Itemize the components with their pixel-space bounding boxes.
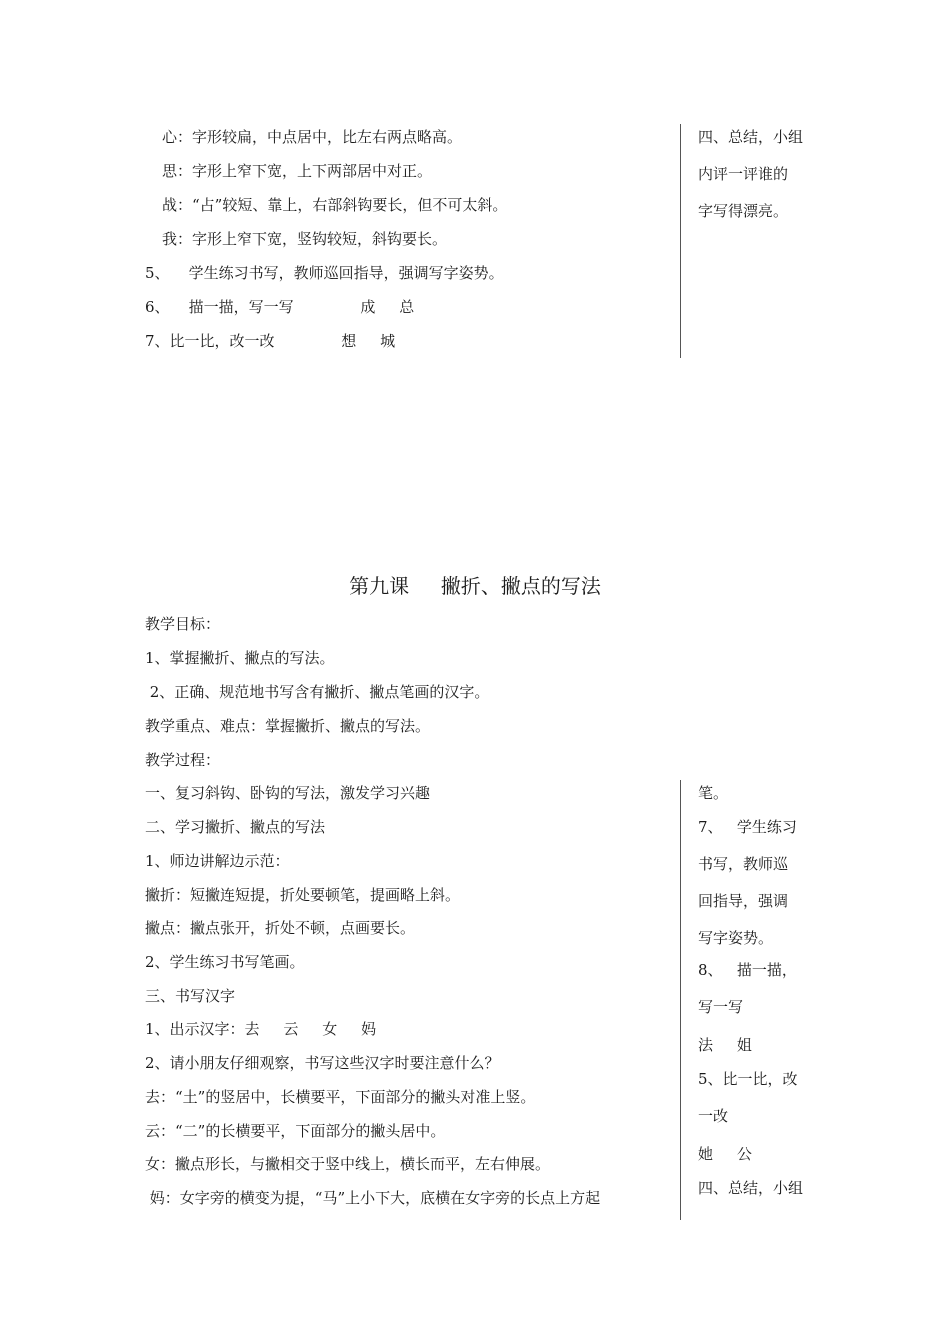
text-line: 妈：女字旁的横变为提，“马”上小下大，底横在女字旁的长点上方起: [145, 1189, 601, 1207]
side-text-line: 法 姐: [698, 1036, 752, 1054]
text-line: 云：“二”的长横要平，下面部分的撇头居中。: [145, 1122, 446, 1140]
side-text-line: 5、比一比，改: [698, 1070, 798, 1088]
column-divider: [680, 124, 681, 358]
side-text-line: 书写，教师巡: [698, 855, 789, 873]
text-line: 5、 学生练习书写，教师巡回指导，强调写字姿势。: [145, 264, 504, 282]
text-line: 2、请小朋友仔细观察，书写这些汉字时要注意什么？: [145, 1054, 500, 1072]
text-line: 心：字形较扁，中点居中，比左右两点略高。: [162, 128, 463, 146]
text-line: 战：“占”较短、靠上，右部斜钩要长，但不可太斜。: [162, 196, 508, 214]
side-text-line: 7、 学生练习: [698, 818, 797, 836]
side-text-line: 字写得漂亮。: [698, 202, 789, 220]
text-line: 7、比一比，改一改 想 城: [145, 332, 396, 350]
text-line: 教学重点、难点：掌握撇折、撇点的写法。: [145, 717, 431, 735]
text-line: 2、正确、规范地书写含有撇折、撇点笔画的汉字。: [145, 683, 490, 701]
text-line: 教学过程：: [145, 751, 221, 769]
side-text-line: 写字姿势。: [698, 929, 774, 947]
text-line: 一、复习斜钩、卧钩的写法，激发学习兴趣: [145, 784, 431, 802]
text-line: 思：字形上窄下宽，上下两部居中对正。: [162, 162, 433, 180]
side-text-line: 回指导，强调: [698, 892, 789, 910]
side-text-line: 她 公: [698, 1145, 752, 1163]
text-line: 2、学生练习书写笔画。: [145, 953, 305, 971]
text-line: 撇点：撇点张开，折处不顿，点画要长。: [145, 919, 416, 937]
side-text-line: 四、总结，小组: [698, 128, 804, 146]
text-line: 女：撇点形长，与撇相交于竖中线上，横长而平，左右伸展。: [145, 1155, 551, 1173]
side-text-line: 写一写: [698, 998, 744, 1016]
text-line: 1、出示汉字：去 云 女 妈: [145, 1020, 377, 1038]
side-text-line: 一改: [698, 1107, 729, 1125]
text-line: 1、掌握撇折、撇点的写法。: [145, 649, 335, 667]
text-line: 撇折：短撇连短提，折处要顿笔，提画略上斜。: [145, 886, 461, 904]
side-text-line: 内评一评谁的: [698, 165, 789, 183]
text-line: 6、 描一描，写一写 成 总: [145, 298, 415, 316]
side-text-line: 笔。: [698, 784, 729, 802]
column-divider: [680, 780, 681, 1220]
side-text-line: 四、总结，小组: [698, 1179, 804, 1197]
text-line: 1、师边讲解边示范：: [145, 852, 290, 870]
text-line: 我：字形上窄下宽，竖钩较短，斜钩要长。: [162, 230, 448, 248]
text-line: 二、学习撇折、撇点的写法: [145, 818, 326, 836]
side-text-line: 8、 描一描，: [698, 961, 797, 979]
text-line: 教学目标：: [145, 615, 221, 633]
lesson-title: 第九课 撇折、撇点的写法: [349, 574, 601, 598]
text-line: 三、书写汉字: [145, 987, 236, 1005]
text-line: 去：“土”的竖居中，长横要平，下面部分的撇头对准上竖。: [145, 1088, 536, 1106]
